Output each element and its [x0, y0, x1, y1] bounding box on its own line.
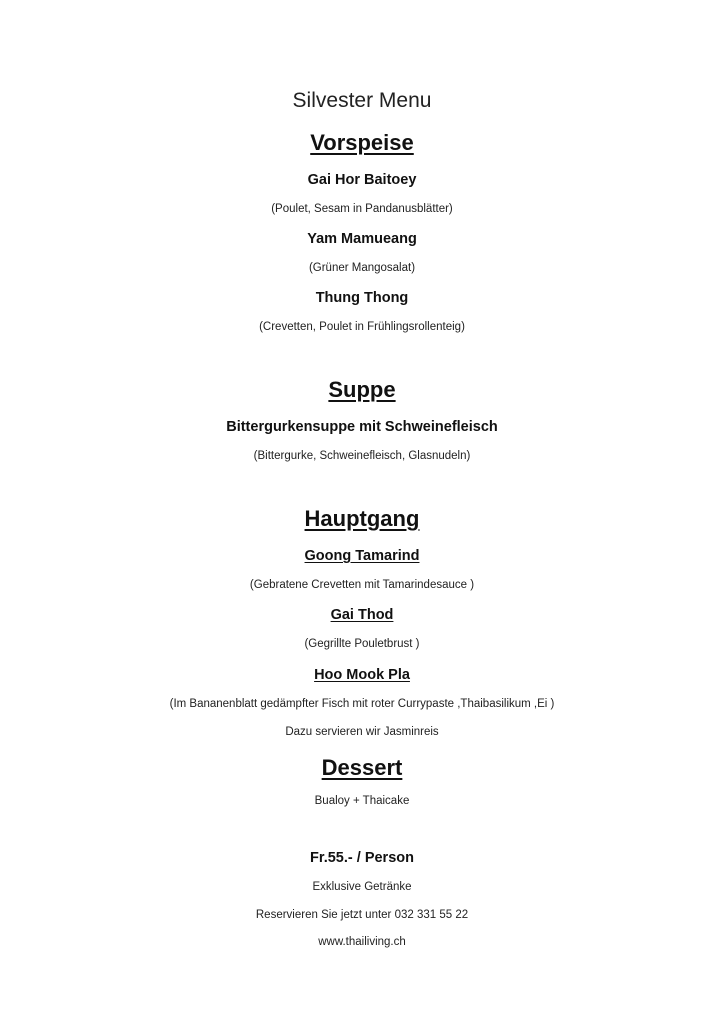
side-dish-note: Dazu servieren wir Jasminreis: [285, 726, 439, 738]
price-per-person: Fr.55.- / Person: [310, 850, 414, 866]
section-heading-suppe: Suppe: [328, 377, 396, 402]
dish-name: Goong Tamarind: [304, 548, 420, 564]
dish-name: Thung Thong: [315, 290, 409, 306]
website-link[interactable]: www.thailiving.ch: [318, 936, 406, 948]
dish-description: (Poulet, Sesam in Pandanusblätter): [271, 203, 453, 215]
dessert-item: Bualoy + Thaicake: [314, 795, 410, 807]
dish-description: (Grüner Mangosalat): [308, 262, 416, 274]
page-title: Silvester Menu: [292, 89, 432, 112]
dish-name: Yam Mamueang: [307, 231, 417, 247]
dish-description: (Gegrillte Pouletbrust ): [304, 638, 420, 650]
section-heading-vorspeise: Vorspeise: [310, 130, 414, 155]
reservation-info: Reservieren Sie jetzt unter 032 331 55 22: [255, 909, 469, 921]
dish-name: Gai Thod: [330, 607, 394, 623]
dish-description: (Bittergurke, Schweinefleisch, Glasnudeln): [253, 450, 471, 462]
drinks-note: Exklusive Getränke: [312, 881, 412, 893]
section-heading-hauptgang: Hauptgang: [304, 506, 420, 531]
dish-description: (Im Bananenblatt gedämpfter Fisch mit roter Currypaste ,Thaibasilikum ,Ei ): [169, 698, 555, 710]
section-heading-dessert: Dessert: [321, 755, 403, 780]
dish-description: (Crevetten, Poulet in Frühlingsrollenteig): [259, 321, 465, 333]
dish-name: Gai Hor Baitoey: [307, 172, 417, 188]
dish-name: Bittergurkensuppe mit Schweinefleisch: [226, 419, 498, 435]
dish-description: (Gebratene Crevetten mit Tamarindesauce ): [249, 579, 475, 591]
dish-name: Hoo Mook Pla: [314, 667, 410, 683]
